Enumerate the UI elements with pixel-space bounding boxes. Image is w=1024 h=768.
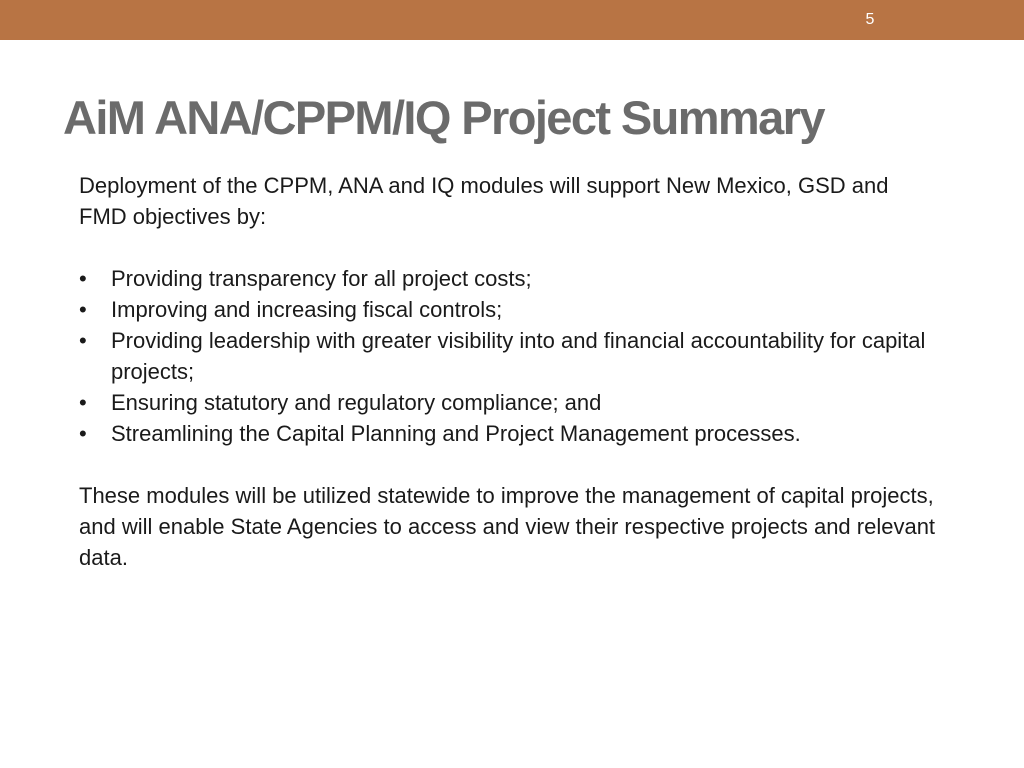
list-item-text: Ensuring statutory and regulatory compliance; and: [111, 390, 602, 415]
intro-paragraph: Deployment of the CPPM, ANA and IQ modules will support New Mexico, GSD and FMD objectives by:: [79, 173, 889, 229]
bullet-icon: •: [79, 297, 87, 322]
bullet-icon: •: [79, 390, 87, 415]
list-item-text: Providing transparency for all project costs;: [111, 266, 532, 291]
bullet-icon: •: [79, 266, 87, 291]
slide-body: [79, 170, 939, 573]
slide-title: AiM ANA/CPPM/IQ Project Summary: [63, 91, 824, 144]
objectives-list: [79, 263, 939, 449]
list-item: [79, 294, 939, 325]
list-item: [79, 387, 939, 418]
list-item-text: Improving and increasing fiscal controls;: [111, 297, 503, 322]
list-item-text: Providing leadership with greater visibility into and financial accountability for capital projects;: [111, 328, 926, 384]
bullet-icon: •: [79, 328, 87, 353]
top-bar: [0, 0, 1024, 40]
spacer: [79, 449, 939, 480]
list-item: [79, 325, 939, 387]
closing-paragraph: These modules will be utilized statewide to improve the management of capital projects, and will enable State Agencies to access and view their respective projects and relevant data.: [79, 483, 936, 570]
spacer: [79, 232, 939, 263]
list-item: [79, 418, 939, 449]
bullet-icon: •: [79, 421, 87, 446]
list-item-text: Streamlining the Capital Planning and Project Management processes.: [111, 421, 801, 446]
list-item: [79, 263, 939, 294]
slide-number: 5: [865, 11, 875, 28]
